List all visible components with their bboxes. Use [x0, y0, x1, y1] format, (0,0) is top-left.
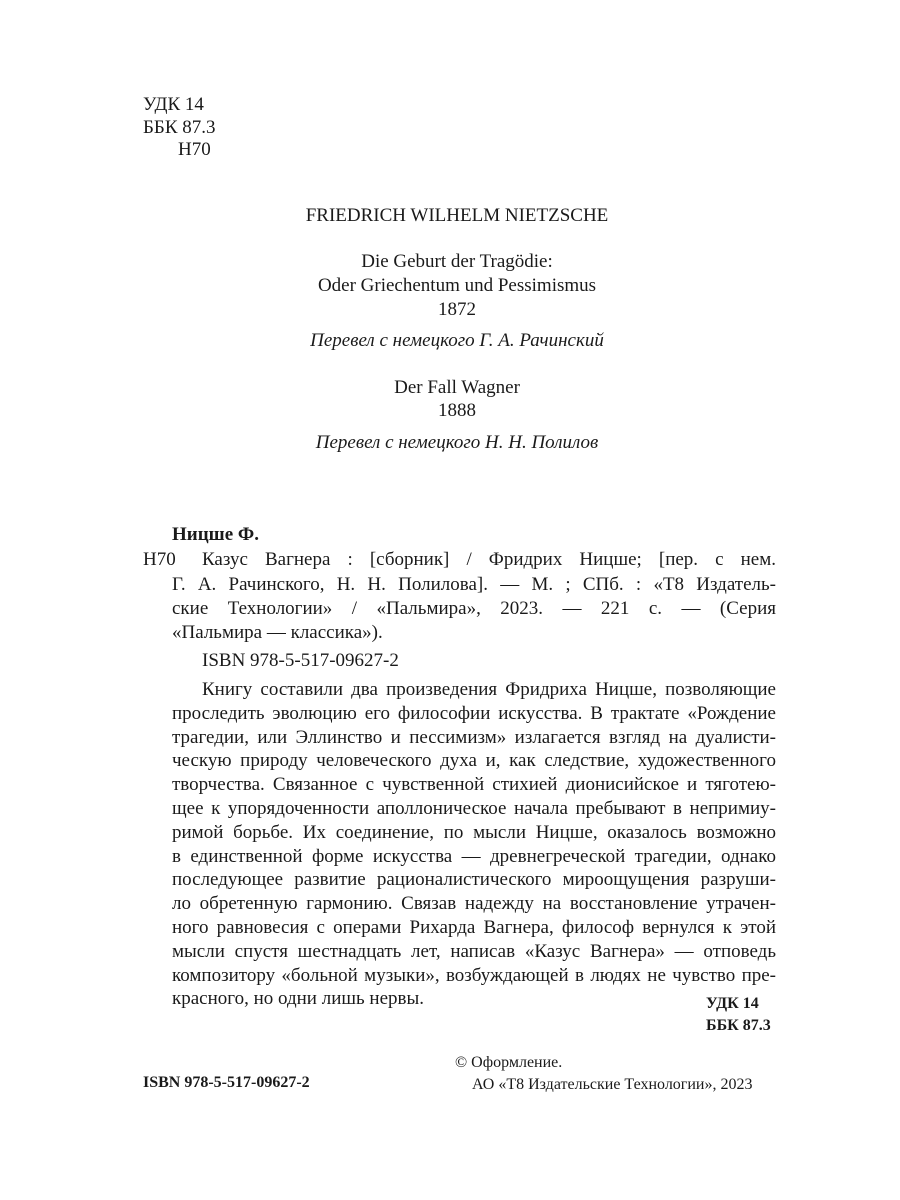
work2-title: Der Fall Wagner: [394, 377, 520, 398]
annotation-line: трагедии, или Эллинство и пессимизм» излагается взгляд на дуалисти-: [172, 726, 776, 748]
annotation-line: в единственной форме искусства — древнегреческой трагедии, однако: [172, 845, 776, 867]
catalog-mark: Н70: [143, 549, 176, 570]
copyright-line1: © Оформление.: [455, 1054, 563, 1071]
work2-year: 1888: [438, 400, 476, 421]
author-mark: Н70: [178, 139, 211, 160]
annotation-line: проследить эволюцию его философии искусства. В трактате «Рождение: [172, 702, 776, 724]
annotation-line: ческую природу человеческого духа и, как следствие, художественного: [172, 750, 776, 772]
work2-translator: Перевел с немецкого Н. Н. Полилов: [315, 432, 599, 453]
annotation-line: Книгу составили два произведения Фридриха Ницше, позволяющие: [202, 679, 776, 700]
annotation-line: щее к упорядоченности аполлоническое начала пребывают в непримиу-: [172, 798, 776, 819]
catalog-entry-line: Казус Вагнера : [сборник] / Фридрих Ницше; [пер. с нем.: [202, 549, 776, 570]
annotation-line: последующее развитие рационалистического мироощущения разруши-: [172, 869, 776, 891]
bottom-isbn: ISBN 978-5-517-09627-2: [143, 1074, 310, 1091]
work1-title-line1: Die Geburt der Tragödie:: [361, 251, 553, 272]
annotation-line: ного равновесия с операми Рихарда Вагнера, философ вернулся к этой: [172, 917, 776, 938]
catalog-entry-line: Г. А. Рачинского, Н. Н. Полилова]. — М. ; СПб. : «Т8 Издатель-: [172, 574, 776, 595]
work1-year: 1872: [438, 299, 476, 320]
udk-code: УДК 14: [143, 94, 204, 115]
bbk-code: ББК 87.3: [143, 117, 216, 138]
annotation-line: творчества. Связанное с чувственной стихией дионисийское и тяготею-: [172, 774, 776, 796]
annotation-line: мысли спустя шестнадцать лет, написав «Казус Вагнера» — отповедь: [172, 940, 776, 962]
original-author: FRIEDRICH WILHELM NIETZSCHE: [305, 205, 609, 226]
annotation-line: ло обретенную гармонию. Связав надежду на восстановление утрачен-: [172, 893, 776, 915]
catalog-entry-line: «Пальмира — классика»).: [172, 622, 383, 643]
bottom-udk: УДК 14: [706, 995, 759, 1012]
catalog-entry-line: ские Технологии» / «Пальмира», 2023. — 221 с. — (Серия: [172, 598, 776, 619]
work1-title-line2: Oder Griechentum und Pessimismus: [317, 275, 597, 296]
annotation-line: римой борьбе. Их соединение, по мысли Ницше, оказалось возможно: [172, 821, 776, 843]
work1-translator: Перевел с немецкого Г. А. Рачинский: [310, 330, 604, 351]
bottom-bbk: ББК 87.3: [706, 1017, 771, 1034]
catalog-heading: Ницше Ф.: [172, 524, 259, 545]
annotation-line: красного, но одни лишь нервы.: [172, 988, 424, 1010]
copyright-line2: АО «Т8 Издательские Технологии», 2023: [472, 1076, 753, 1093]
catalog-isbn: ISBN 978-5-517-09627-2: [202, 650, 399, 671]
annotation-line: композитору «больной музыки», возбуждающей в людях не чувство пре-: [172, 964, 776, 986]
